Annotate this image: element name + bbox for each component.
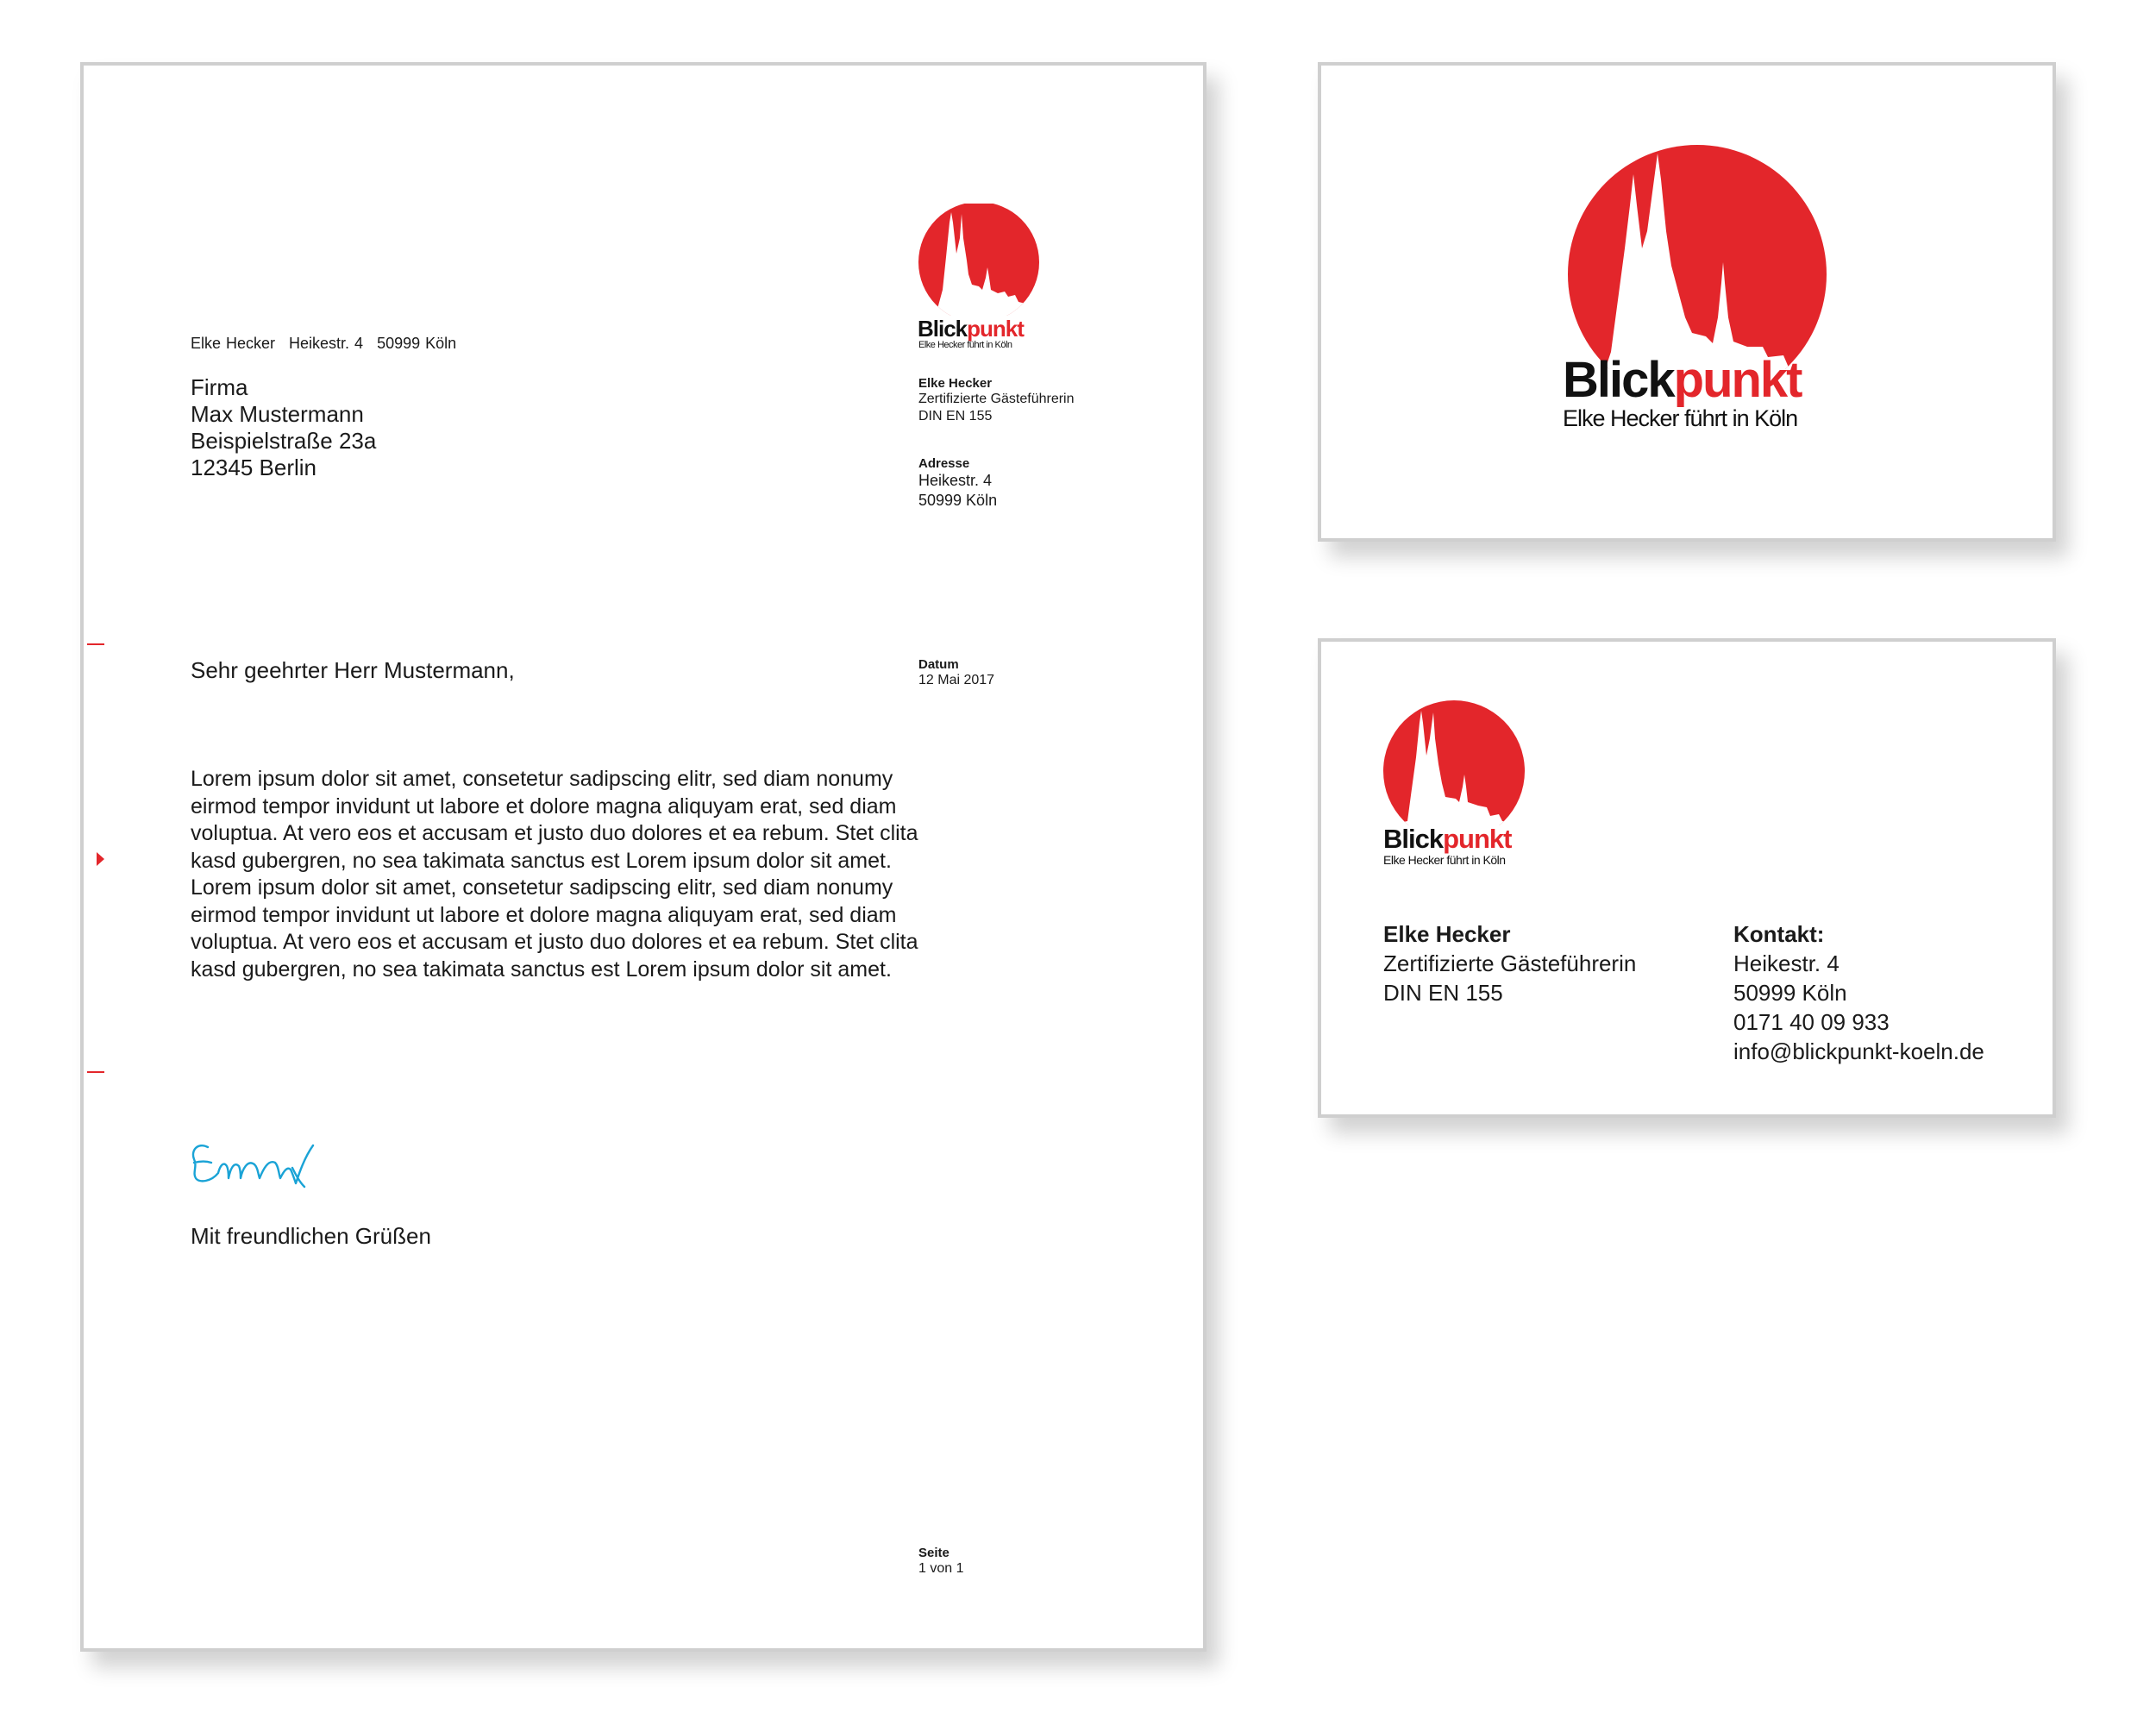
card-contact — [1733, 919, 1984, 1066]
business-card-front — [1318, 62, 2056, 542]
punch-mark — [97, 852, 104, 866]
sender-address — [918, 456, 997, 511]
brand-tagline: Elke Hecker führt in Köln — [918, 340, 1012, 350]
date-value: 12 Mai 2017 — [918, 673, 995, 687]
address-street: Heikestr. 4 — [918, 472, 993, 489]
contact-email: info@blickpunkt-koeln.de — [1733, 1038, 1984, 1064]
sender-cert: DIN EN 155 — [918, 408, 993, 423]
page-value: 1 von 1 — [918, 1561, 964, 1576]
return-name: Elke Hecker — [191, 335, 276, 352]
sender-title: Zertifizierte Gästeführerin — [918, 392, 1075, 406]
brand-name-black: Blick — [1383, 824, 1444, 854]
date-label: Datum — [918, 657, 959, 672]
return-city: 50999 Köln — [377, 335, 457, 352]
card-title: Zertifizierte Gästeführerin — [1383, 950, 1637, 976]
cathedral-logo-icon — [918, 204, 1039, 316]
page-info — [918, 1546, 963, 1578]
card-person — [1383, 919, 1636, 1007]
brand-name-red: punkt — [1443, 824, 1512, 854]
brand-name-red: punkt — [967, 316, 1024, 342]
fold-mark-bottom — [87, 1071, 104, 1073]
address-city: 50999 Köln — [918, 492, 998, 509]
brand-tagline: Elke Hecker führt in Köln — [1383, 853, 1506, 867]
contact-label: Kontakt: — [1733, 921, 1825, 947]
card-back-logo — [1383, 700, 1525, 866]
cathedral-logo-icon — [1383, 700, 1525, 825]
address-label: Adresse — [918, 456, 970, 471]
handwritten-signature-icon — [189, 1135, 327, 1195]
signature — [189, 1135, 327, 1195]
sender-info — [918, 376, 1075, 424]
recipient-line: 12345 Berlin — [191, 455, 317, 480]
brand-name-black: Blick — [918, 316, 968, 342]
sender-name: Elke Hecker — [918, 376, 993, 391]
closing: Mit freundlichen Grüßen — [191, 1223, 431, 1249]
card-name: Elke Hecker — [1383, 921, 1511, 947]
salutation: Sehr geehrter Herr Mustermann, — [191, 657, 515, 683]
return-address-line — [191, 335, 470, 353]
contact-phone: 0171 40 09 933 — [1733, 1009, 1890, 1035]
cathedral-logo-icon — [1568, 145, 1827, 369]
contact-street: Heikestr. 4 — [1733, 950, 1839, 976]
recipient-line: Max Mustermann — [191, 401, 364, 427]
business-card-back — [1318, 638, 2056, 1118]
card-front-logo — [1563, 145, 1827, 430]
letterhead-sheet — [80, 62, 1206, 1652]
recipient-line: Firma — [191, 374, 248, 400]
recipient-address — [191, 374, 376, 481]
letter-logo — [918, 204, 1039, 350]
contact-city: 50999 Köln — [1733, 980, 1847, 1006]
card-cert: DIN EN 155 — [1383, 980, 1503, 1006]
brand-tagline: Elke Hecker führt in Köln — [1563, 405, 1798, 431]
letter-body: Lorem ipsum dolor sit amet, consetetur sadipscing elitr, sed diam nonumy eirmod tempor invidunt ut labore et dolore magna aliquyam erat, sed diam voluptua. At vero eos et accusam et justo duo dolores et ea rebum. Stet clita kasd gubergren, no sea takimata sanctus est Lorem ipsum dolor sit amet. Lorem ipsum dolor sit amet, consetetur sadipscing elitr, sed diam nonumy eirmod tempor invidunt ut labore et dolore magna aliquyam erat, sed diam voluptua. At vero eos et accusam et justo duo dolores et ea rebum. Stet clita kasd gubergren, no sea takimata sanctus est Lorem ipsum dolor sit amet. — [191, 767, 918, 982]
date-block — [918, 657, 994, 689]
fold-mark-top — [87, 643, 104, 645]
page-label: Seite — [918, 1546, 950, 1560]
recipient-line: Beispielstraße 23a — [191, 428, 377, 454]
brand-name-black: Blick — [1563, 352, 1674, 408]
return-street: Heikestr. 4 — [289, 335, 364, 352]
brand-name-red: punkt — [1673, 352, 1802, 408]
